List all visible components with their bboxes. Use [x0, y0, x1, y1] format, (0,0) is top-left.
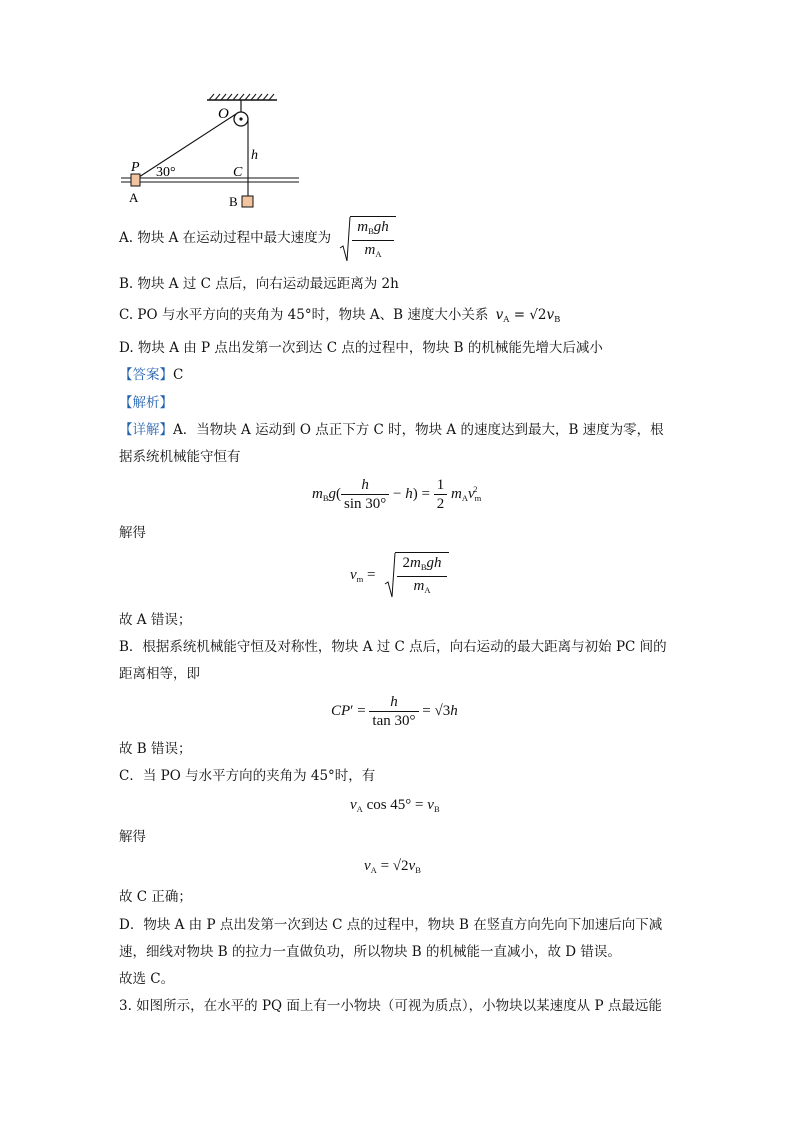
solve-2: 解得 — [119, 829, 146, 845]
conclusion-a: 故 A 错误； — [119, 612, 192, 628]
detail-b-line1: B．根据系统机械能守恒及对称性，物块 A 过 C 点后，向右运动的最大距离与初始 PC 间的 — [119, 639, 667, 655]
sqrt-sign — [339, 216, 351, 264]
option-b: B. 物块 A 过 C 点后，向右运动最远距离为 2h — [119, 276, 399, 292]
detail-c-line1: C．当 PO 与水平方向的夹角为 45°时，有 — [119, 768, 376, 784]
label-c: C — [233, 165, 243, 180]
label-a: A — [129, 190, 139, 205]
block-a — [131, 174, 140, 186]
detail-a-line2: 据系统机械能守恒有 — [119, 449, 241, 465]
answer-label: 【答案】 — [119, 367, 173, 383]
option-c: C. PO 与水平方向的夹角为 45°时，物块 A、B 速度大小关系 $v_A = √2v_B$ — [119, 307, 561, 325]
detail-d-line1: D．物块 A 由 P 点出发第一次到达 C 点的过程中，物块 B 在竖直方向先向下加速后向下减 — [119, 917, 663, 933]
label-p: P — [131, 160, 140, 175]
conclusion-b: 故 B 错误； — [119, 741, 192, 757]
conclusion-c: 故 C 正确； — [119, 889, 192, 905]
pulley-axle — [239, 117, 242, 120]
label-h: h — [251, 148, 258, 163]
next-question: 3. 如图所示，在水平的 PQ 面上有一小物块（可视为质点），小物块以某速度从 P 点最远能 — [119, 998, 662, 1014]
option-a — [119, 227, 331, 249]
detail-a-text: A．当物块 A 运动到 O 点正下方 C 时，物块 A 的速度达到最大，B 速度为零，根 — [173, 422, 664, 438]
detail-a-line1 — [119, 419, 664, 441]
sqrt-sign-2 — [384, 552, 396, 600]
answer-value: C — [173, 367, 184, 383]
equation-energy: $m_Bg$( $\frac{h}{\sin 30^\circ}$ − h) = $\frac{1}{2}$ $m_Av_m^2$ — [312, 477, 482, 512]
answer-line — [119, 364, 183, 386]
label-b: B — [229, 194, 238, 209]
equation-va: $v_A = √2v_B$ — [364, 858, 421, 875]
final-choice: 故选 C。 — [119, 971, 175, 987]
pulley-diagram — [115, 92, 315, 212]
option-d: D. 物块 A 由 P 点出发第一次到达 C 点的过程中，物块 B 的机械能先增大后减小 — [119, 340, 603, 356]
detail-b-line2: 距离相等，即 — [119, 666, 200, 682]
option-c-text: C. PO 与水平方向的夹角为 45°时，物块 A、B 速度大小关系 — [119, 307, 489, 323]
label-angle: 30° — [156, 165, 176, 180]
string-pa — [136, 114, 236, 179]
equation-cos: $v_A$ $\cos 45^\circ = v_B$ — [350, 797, 440, 814]
block-b — [242, 196, 253, 207]
equation-cp: CP′ = $\frac{h}{\tan 30^\circ}$ = √3h — [331, 694, 458, 729]
option-a-text: A. 物块 A 在运动过程中最大速度为 — [119, 230, 332, 246]
label-o: O — [218, 106, 229, 122]
equation-vm: $v_m$ = $2m_Bgh$ $m_A$ — [350, 552, 460, 602]
ceiling-hatch — [209, 94, 274, 100]
detail-d-line2: 速，细线对物块 B 的拉力一直做负功，所以物块 B 的机械能一直减小，故 D 错误。 — [119, 944, 621, 960]
solve-1: 解得 — [119, 525, 146, 541]
analysis-label: 【解析】 — [119, 395, 173, 411]
detail-label: 【详解】 — [119, 422, 173, 438]
